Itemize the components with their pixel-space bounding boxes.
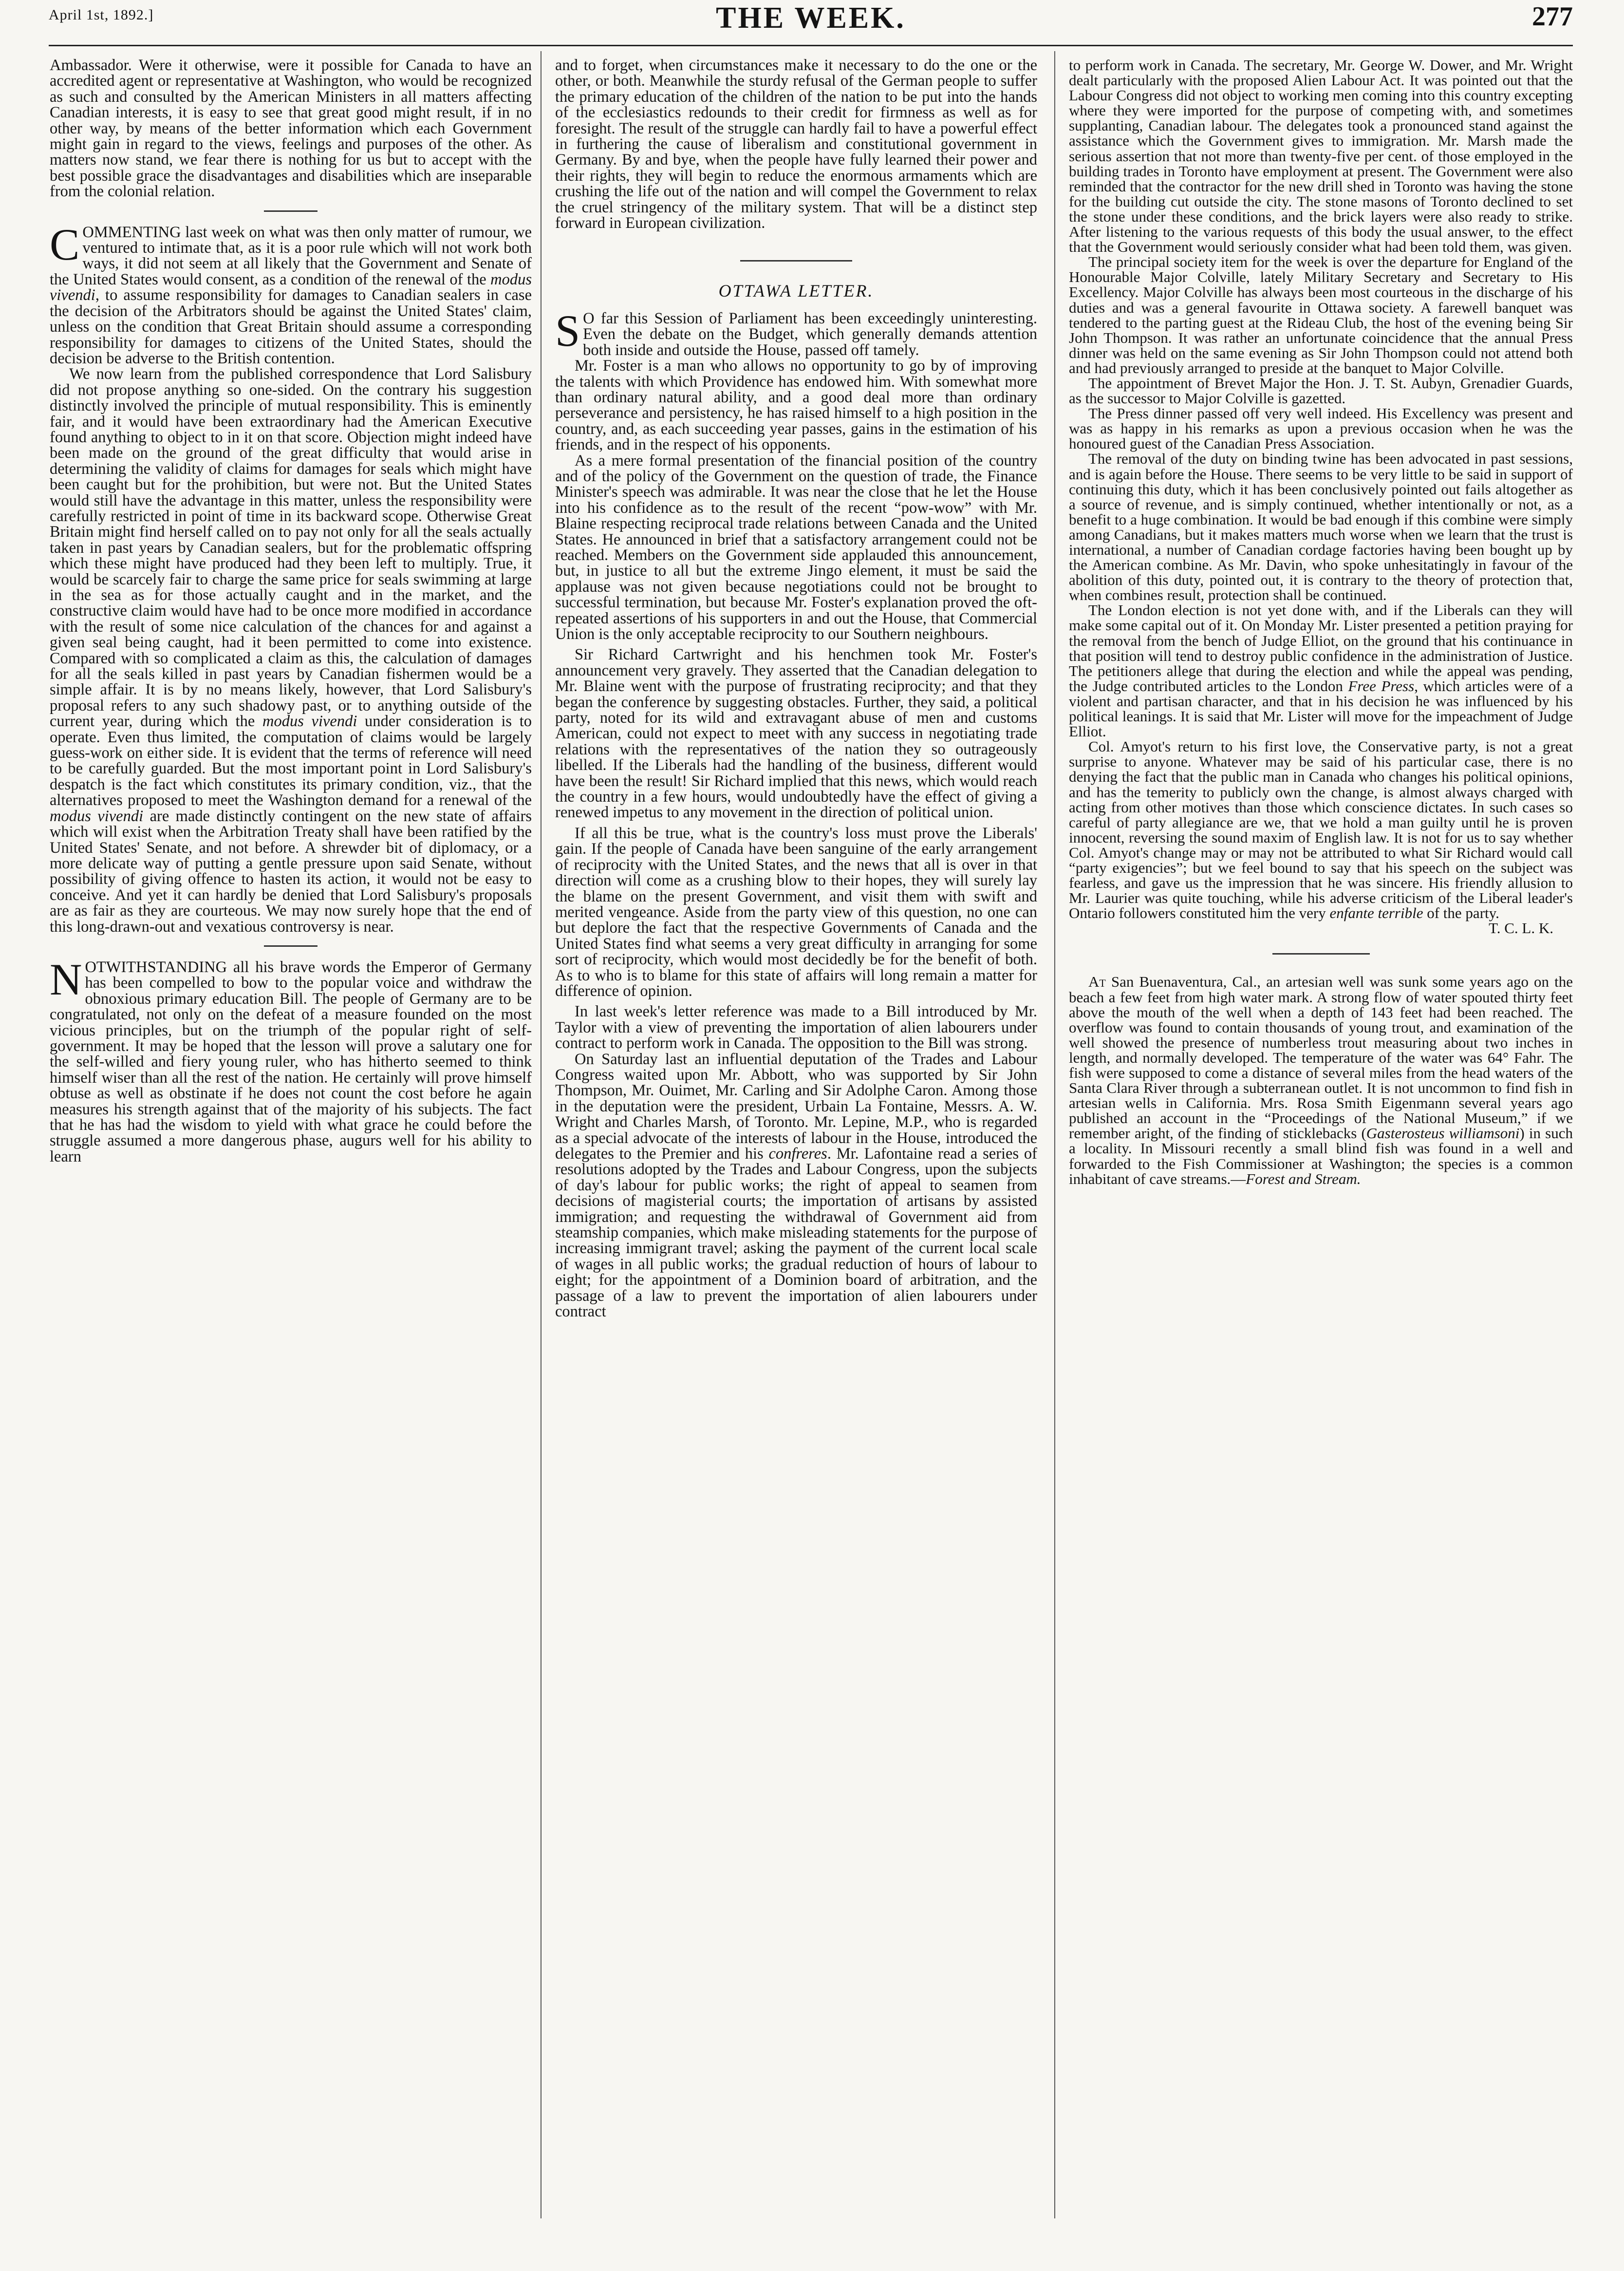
paragraph: In last week's letter reference was made to a Bill introduced by Mr. Taylor with a view of preventing the importation of alien labourers under contract to perform work in Canada. The opposition to the Bill was strong. xyxy=(555,1003,1037,1052)
paragraph: The removal of the duty on binding twine has been advocated in past sessions, and is again before the House. There seems to be very little to be said in support of continuing this duty, which it has been conclusively pointed out fails altogether as a source of revenue, and is simply continued, whether intentionally or not, as a benefit to a huge combination. It would be bad enough if this combine were simply among Canadians, but it makes matters much worse when we learn that the trust is international, a number of Canadian cordage factories having been bought up by the American combine. As Mr. Davin, who spoke unhesitatingly in favour of the abolition of this duty, pointed out, it is contrary to the theory of protection that, when combines result, protection shall be continued. xyxy=(1069,450,1573,604)
paragraph: At San Buenaventura, Cal., an artesian well was sunk some years ago on the beach a few feet from high water mark. A strong flow of water spouted thirty feet above the mouth of the well when a depth of 143 feet had been reached. The overflow was found to contain thousands of young trout, and examination of the well showed the presence of numberless trout measuring about two inches in length, and normally developed. The temperature of the water was 64° Fahr. The fish were supposed to come a distance of several miles from the head waters of the Santa Clara River through a subterranean outlet. It is not uncommon to find fish in artesian wells in California. Mrs. Rosa Smith Eigenmann several years ago published an account in the “Proceedings of the National Museum,” if we remember aright, of the finding of sticklebacks (Gasterosteus williamsoni) in such a locality. In Missouri recently a small blind fish was found in a well and forwarded to the Fish Commissioner at Washington; the species is a common inhabitant of cave streams.—Forest and Stream. xyxy=(1069,973,1573,1187)
column-divider xyxy=(1054,51,1055,2218)
page-number: 277 xyxy=(1532,1,1573,32)
masthead xyxy=(49,0,1573,45)
column-2 xyxy=(555,57,1037,2234)
paragraph: Ambassador. Were it otherwise, were it possible for Canada to have an accredited agent or representative at Washington, who would be recognized as such and consulted by the American Ministers in all matters affecting Canadian interests, it is easy to see that great good might result, if in no other way, by means of the better information which each Government might gain in regard to the views, feelings and purposes of the other. As matters now stand, we fear there is nothing for us but to accept with the best possible grace the disadvantages and disabilities which are inseparable from the colonial relation. xyxy=(50,57,532,201)
paragraph: On Saturday last an influential deputation of the Trades and Labour Congress waited upon Mr. Abbott, who was supported by Sir John Thompson, Mr. Ouimet, Mr. Carling and Sir Adolphe Caron. Among those in the deputation were the president, Urbain La Fontaine, Messrs. A. W. Wright and Charles Marsh, of Toronto. Mr. Lepine, M.P., who is regarded as a special advocate of the interests of labour in the House, introduced the delegates to the Premier and his confreres. Mr. Lafontaine read a series of resolutions adopted by the Trades and Labour Congress, upon the subjects of day's labour for public works; the right of appeal to seamen from decisions of magisterial courts; the importation of artisans by assisted immigration; and requesting the withdrawal of Government aid from steamship companies, which make misleading statements for the purpose of increasing immigrant travel; asking the payment of the current local scale of wages in all public works; the gradual reduction of hours of labour to eight; for the appointment of a Dominion board of arbitration, and the passage of a law to prevent the importation of alien labourers under contract xyxy=(555,1050,1037,1321)
issue-date: April 1st, 1892.] xyxy=(49,7,154,23)
paragraph: The Press dinner passed off very well indeed. His Excellency was present and was as happy in his remarks as upon a previous occasion when he was the honoured guest of the Canadian Press Association. xyxy=(1069,405,1573,452)
column-1 xyxy=(50,57,532,2234)
paragraph: COMMENTING last week on what was then only matter of rumour, we ventured to intimate that, as it is a poor rule which will not work both ways, it did not seem at all likely that the Government and Senate of the United States would consent, as a condition of the renewal of the modus vivendi, to assume responsibility for damages to Canadian sealers in case the decision of the Arbitrators should be against the United States' claim, unless on the condition that Great Britain should assume a corresponding responsibility for damages to citizens of the United States, should the decision be adverse to the British contention. xyxy=(50,219,532,367)
paragraph: Sir Richard Cartwright and his henchmen took Mr. Foster's announcement very gravely. They asserted that the Canadian delegation to Mr. Blaine went with the purpose of frustrating reciprocity; and that they began the conference by suggesting obstacles. Further, they said, a political party, noted for its wild and extravagant abuse of men and customs American, could not expect to meet with any success in negotiating trade relations with the representatives of the nation they so outrageously libelled. If the Liberals had the handling of the business, different would have been the result! Sir Richard implied that this news, which would reach the country in a few hours, would undoubtedly have the effect of giving a renewed impetus to any movement in the direction of political union. xyxy=(555,646,1037,822)
drop-cap: N xyxy=(50,954,82,1004)
separator xyxy=(264,210,317,212)
paragraph: to perform work in Canada. The secretary, Mr. George W. Dower, and Mr. Wright dealt particularly with the proposed Alien Labour Act. It was pointed out that the Labour Congress did not object to working men coming into this country excepting where they were imported for the purpose of competing with, and sometimes supplanting, Canadian labour. The delegates took a pronounced stand against the assistance which the Government gives to immigration. Mr. Marsh made the serious assertion that not more than twenty-five per cent. of those employed in the building trades in Toronto have employment at present. The Government were also reminded that the contractor for the new drill shed in Toronto was having the stone for the building cut outside the city. The stone masons of Toronto declined to set the stone under these conditions, and the brick layers were also ready to strike. After listening to the various requests of this body the usual answer, to the effect that the Government would seriously consider what had been told them, was given. xyxy=(1069,57,1573,256)
signature-line xyxy=(1069,920,1573,936)
drop-cap: C xyxy=(50,219,80,269)
publication-title: THE WEEK. xyxy=(716,1,906,35)
paragraph: The London election is not yet done with, and if the Liberals can they will make some capital out of it. On Monday Mr. Lister presented a petition praying for the removal from the bench of Judge Elliot, on the ground that his continuance in that position will tend to destroy public confidence in the administration of Justice. The petitioners allege that during the election and while the appeal was pending, the Judge contributed articles to the London Free Press, which articles were of a violent and partisan character, and that in his decision he was influenced by his political leanings. It is said that Mr. Lister will move for the impeachment of Judge Elliot. xyxy=(1069,601,1573,740)
drop-cap: S xyxy=(555,305,580,356)
paragraph: Col. Amyot's return to his first love, the Conservative party, is not a great surprise to anyone. Whatever may be said of his particular case, there is no denying the fact that the public man in Canada who changes his political opinions, and has the temerity to publicly own the change, is almost always charged with acting from other motives than those which conscience dictates. In such cases so careful of party allegiance are we, that we hold a man guilty until he is proven innocent, reversing the sound maxim of English law. It is not for us to say whether Col. Amyot's change may or may not be attributed to what Sir Richard would call “party exigencies”; but we feel bound to say that his speech on the subject was fearless, and gave us the impression that he was sincere. His friendly allusion to Mr. Laurier was quite touching, while his adverse criticism of the Liberal leader's Ontario followers constituted him the very enfante terrible of the party. xyxy=(1069,738,1573,922)
paragraph: We now learn from the published correspondence that Lord Salisbury did not propose anything so one-sided. On the contrary his suggestion distinctly involved the principle of mutual responsibility. This is eminently fair, and it would have been extraordinary had the American Executive found anything to object to in it on that score. Objection might indeed have been made on the ground of the great difficulty that would arise in determining the validity of claims for damages for seals which might have been caught but for the prohibition, but were not. But the United States would still have the advantage in this matter, unless the responsibility were carefully restricted in point of time in its backward scope. Otherwise Great Britain might find herself called on to pay not only for all the seals actually taken in past years by Canadian sealers, but for the problematic offspring which these might have produced had they been left to multiply. True, it would be scarcely fair to charge the same price for seals swimming at large in the sea as for those actually caught and in the market, and the constructive claim would have had to be once more modified in accordance with the result of some nice calculation of the chances for and against a given seal being caught, had it been permitted to come into existence. Compared with so complicated a claim as this, the calculation of damages for all the seals killed in past years by Canadian fishermen would be a simple affair. It is by no means likely, however, that Lord Salisbury's proposal refers to any such shadowy past, or to anything outside of the current year, during which the modus vivendi under consideration is to operate. Even thus limited, the computation of claims would be largely guess-work on either side. It is evident that the terms of reference will need to be carefully guarded. But the most important point in Lord Salisbury's despatch is the fact which constitutes its primary condition, viz., that the alternatives proposed to meet the Washington demand for a renewal of the modus vivendi are made distinctly contingent on the new state of affairs which will exist when the Arbitration Treaty shall have been ratified by the United States' Senate, and not before. A shrewder bit of diplomacy, or a more delicate way of putting a gentle pressure upon said Senate, without possibility of giving offence to hasten its action, it would not be easy to conceive. And yet it can hardly be denied that Lord Salisbury's proposals are as fair as they are courteous. We may now surely hope that the end of this long-drawn-out and vexatious controversy is near. xyxy=(50,365,532,936)
paragraph: NOTWITHSTANDING all his brave words the Emperor of Germany has been compelled to bow to the popular voice and withdraw the obnoxious primary education Bill. The people of Germany are to be congratulated, not only on the defeat of a measure founded on the most vicious principles, but on the triumph of the popular right of self-government. It may be hoped that the lesson will prove a salutary one for the self-willed and fiery young ruler, who has hitherto seemed to think himself wiser than all the rest of the nation. He certainly will prove himself obtuse as well as obstinate if he does not count the cost before he again measures his strength against that of the majority of his subjects. The fact that he has had the wisdom to yield with what grace he could before the struggle assumed a more dangerous phase, augurs well for his ability to learn xyxy=(50,954,532,1165)
paragraph: and to forget, when circumstances make it necessary to do the one or the other, or both. Meanwhile the sturdy refusal of the German people to suffer the primary education of the children of the nation to be put into the hands of the ecclesiastics redounds to their credit for firmness as well as for foresight. The result of the struggle can hardly fail to have a powerful effect in furthering the cause of liberalism and constitutional government in Germany. By and bye, when the people have fully learned their power and their rights, they will begin to reduce the enormous armaments which are crushing the life out of the nation and will compel the Government to relax the cruel stringency of the military system. That will be a distinct step forward in European civilization. xyxy=(555,57,1037,232)
paragraph: Mr. Foster is a man who allows no opportunity to go by of improving the talents with which Providence has endowed him. With somewhat more than ordinary natural ability, and a good deal more than ordinary perseverance and persistency, he has raised himself to a high position in the country, and, as each succeeding year passes, gains in the estimation of his friends, and in the respect of his opponents. xyxy=(555,357,1037,454)
paragraph: The appointment of Brevet Major the Hon. J. T. St. Aubyn, Grenadier Guards, as the successor to Major Colville is gazetted. xyxy=(1069,374,1573,407)
author-signature: T. C. L. K. xyxy=(1489,920,1553,937)
paragraph: S O far this Session of Parliament has been exceedingly uninteresting. Even the debate on the Budget, which generally demands attention both inside and outside the House, passed off tamely. xyxy=(555,305,1037,359)
separator xyxy=(264,945,317,947)
column-3 xyxy=(1069,57,1573,2234)
paragraph: The principal society item for the week is over the departure for England of the Honourable Major Colville, lately Military Secretary and Secretary to His Excellency. Major Colville has always been most courteous in the discharge of his duties and was a general favourite in Ottawa society. A farewell banquet was tendered to the parting guest at the Rideau Club, the host of the evening being Sir John Thompson. It was rather an unfortunate coincidence that the annual Press dinner was held on the same evening as Sir John Thompson could not attend both and had previously arranged to preside at the banquet to Major Colville. xyxy=(1069,253,1573,376)
separator xyxy=(740,260,852,262)
paragraph: If all this be true, what is the country's loss must prove the Liberals' gain. If the people of Canada have been sanguine of the early arrangement of reciprocity with the United States, and the news that all is over in that direction will come as a crushing blow to their hopes, they will surely lay the blame on the present Government, and visit them with swift and merited vengeance. Aside from the party view of this question, no one can but deplore the fact that the respective Governments of Canada and the United States find what seems a very great difficulty in arranging for some sort of reciprocity, which would most decidedly be for the benefit of both. As to who is to blame for this state of affairs will long remain a matter for difference of opinion. xyxy=(555,824,1037,1000)
paragraph: As a mere formal presentation of the financial position of the country and of the policy of the Government on the question of trade, the Finance Minister's speech was admirable. It was near the close that he let the House into his confidence as to the result of the recent “pow-wow” with Mr. Blaine respecting reciprocal trade relations between Canada and the United States. He announced in brief that a satisfactory arrangement could not be reached. Members on the Government side applauded this announcement, but, in justice to all but the extreme Jingo element, it must be said the applause was not given because negotiations could not be brought to successful termination, but because Mr. Foster's explanation proved the oft-repeated assertions of his supporters in and out the House, that Commercial Union is the only acceptable reciprocity to our Southern neighbours. xyxy=(555,451,1037,643)
separator xyxy=(1272,953,1370,955)
header-rule xyxy=(49,45,1573,46)
section-title: OTTAWA LETTER. xyxy=(718,281,874,301)
